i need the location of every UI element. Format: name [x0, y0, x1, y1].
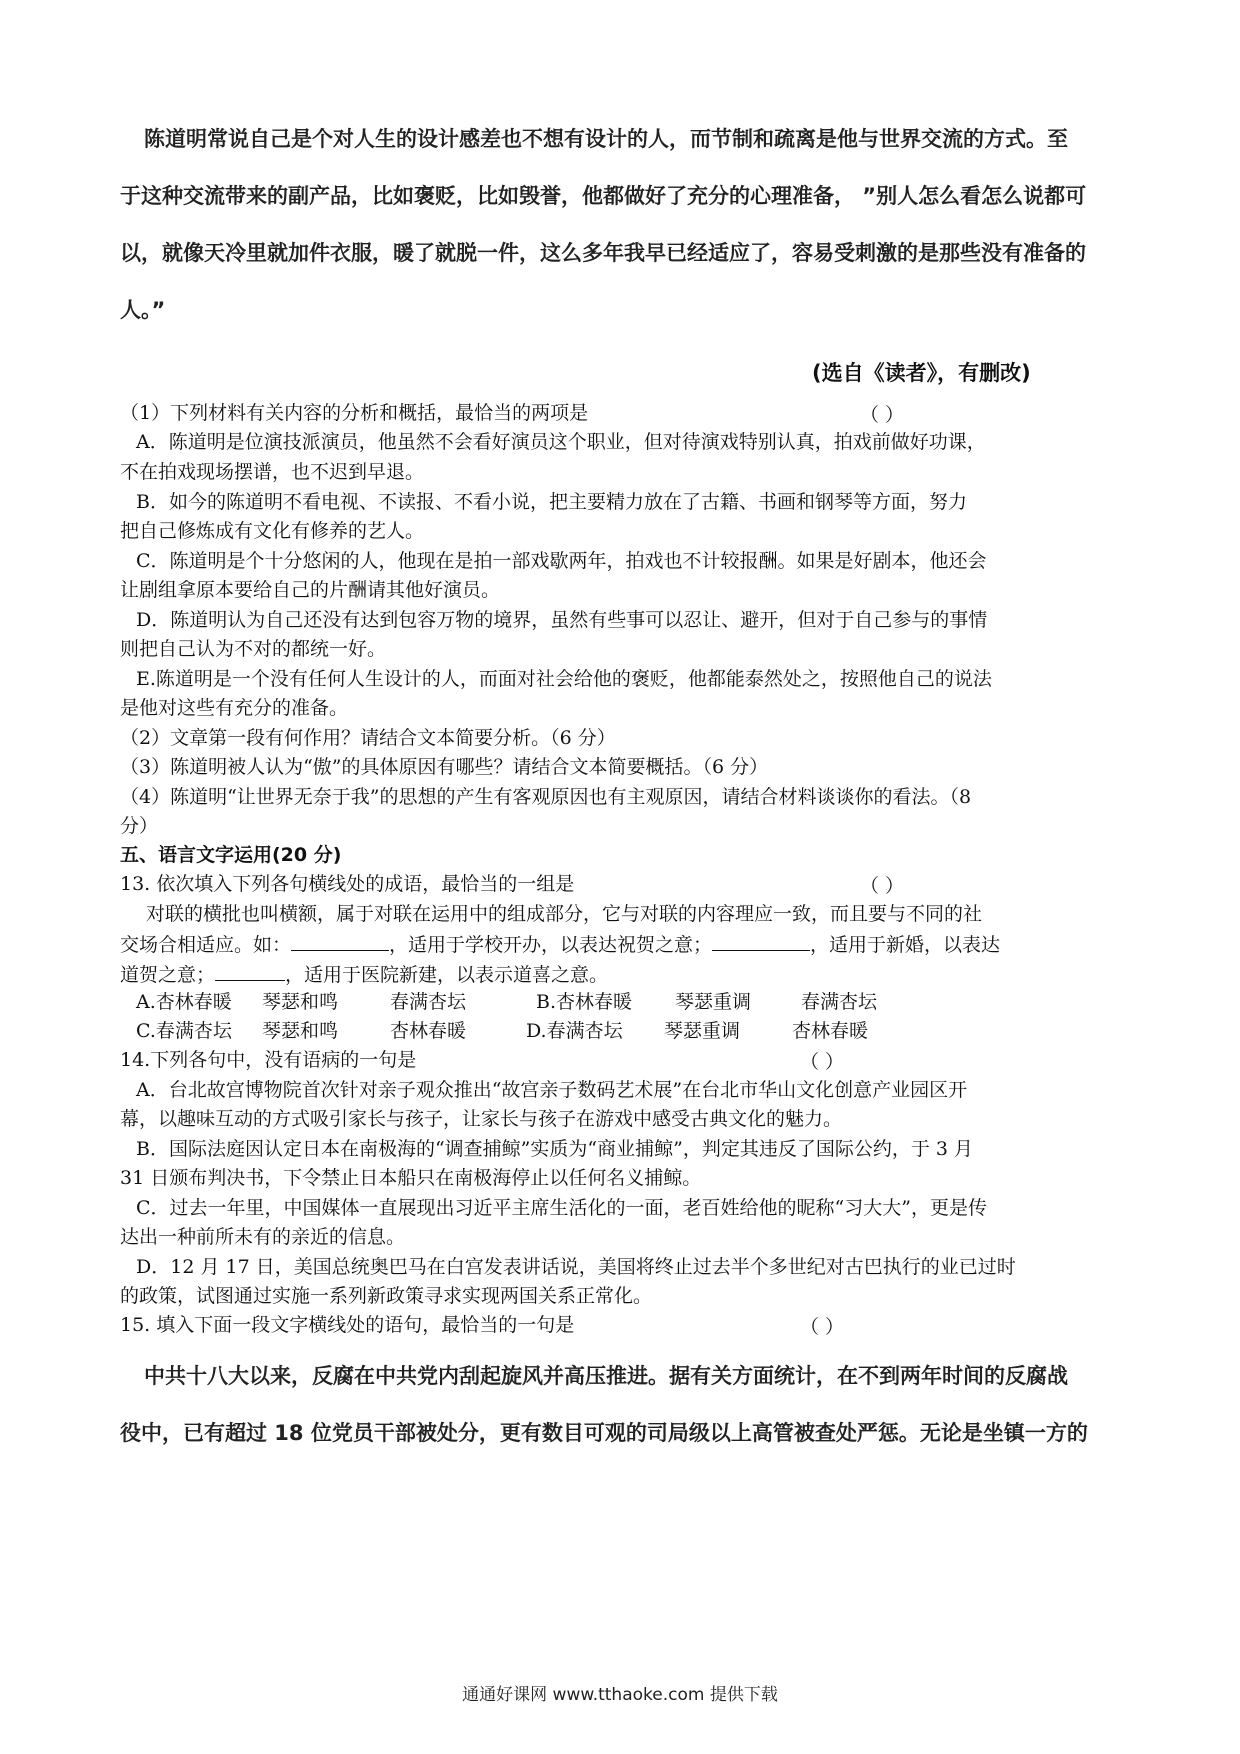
option-line: D．陈道明认为自己还没有达到包容万物的境界，虽然有些事可以忍让、避开，但对于自己参与的事情	[136, 609, 988, 631]
text-segment: ，适用于新婚，以表达	[810, 934, 1001, 956]
fill-blank-3	[215, 960, 285, 981]
option-line: B．如今的陈道明不看电视、不读报、不看小说，把主要精力放在了古籍、书画和钢琴等方面，努力	[136, 491, 967, 513]
answer-paren: （ ）	[860, 875, 905, 897]
question-4: （4）陈道明“让世界无奈于我”的思想的产生有客观原因也有主观原因，请结合材料谈谈你的看法。（8	[120, 786, 972, 808]
passage-line: 役中，已有超过 18 位党员干部被处分，更有数目可观的司局级以上高管被查处严惩。无论是坐镇一方的	[120, 1421, 1088, 1445]
choice-cell: 杏林春暖	[792, 1020, 869, 1042]
question-1-stem: （1）下列材料有关内容的分析和概括，最恰当的两项是	[120, 402, 589, 424]
choice-cell: 杏林春暖	[390, 1020, 467, 1042]
passage-line: 中共十八大以来，反腐在中共党内刮起旋风并高压推进。据有关方面统计，在不到两年时间的反腐战	[144, 1364, 1068, 1388]
text-segment: ，适用于学校开办，以表达祝贺之意；	[389, 934, 713, 956]
passage-line: 以，就像天冷里就加件衣服，暖了就脱一件，这么多年我早已经适应了，容易受刺激的是那些没有准备的	[120, 241, 1086, 265]
option-line: E.陈道明是一个没有任何人生设计的人，而面对社会给他的褒贬，他都能泰然处之，按照他自己的说法	[136, 668, 992, 690]
choice-cell: C.春满杏坛	[136, 1020, 232, 1042]
option-line: 让剧组拿原本要给自己的片酬请其他好演员。	[120, 579, 501, 601]
choice-cell: 春满杏坛	[390, 991, 467, 1013]
option-line: 31 日颁布判决书，下令禁止日本船只在南极海停止以任何名义捕鲸。	[120, 1167, 702, 1189]
source-citation: (选自《读者》，有删改)	[812, 361, 1031, 385]
question-3: （3）陈道明被人认为“傲”的具体原因有哪些？请结合文本简要概括。（6 分）	[120, 756, 769, 778]
option-line: 是他对这些有充分的准备。	[120, 697, 349, 719]
option-line: 达出一种前所未有的亲近的信息。	[120, 1226, 406, 1248]
option-line: 则把自己认为不对的都统一好。	[120, 638, 387, 660]
question-13-text	[120, 960, 608, 988]
choice-cell: 琴瑟重调	[664, 1020, 741, 1042]
option-line: B．国际法庭因认定日本在南极海的“调查捕鲸”实质为“商业捕鲸”，判定其违反了国际公约，于 3 月	[136, 1138, 973, 1160]
option-line: A．陈道明是位演技派演员，他虽然不会看好演员这个职业，但对待演戏特别认真，拍戏前做好功课，	[136, 431, 986, 453]
question-2: （2）文章第一段有何作用？请结合文本简要分析。（6 分）	[120, 727, 616, 749]
fill-blank-2	[712, 930, 810, 951]
answer-paren: （ ）	[800, 1051, 845, 1073]
passage-line: 人。”	[120, 298, 166, 322]
choice-cell: 琴瑟和鸣	[262, 1020, 339, 1042]
question-4-cont: 分）	[120, 815, 159, 837]
option-line: D．12 月 17 日，美国总统奥巴马在白宫发表讲话说，美国将终止过去半个多世纪对古巴执行的业已过时	[136, 1256, 1016, 1278]
text-segment: 交场合相适应。如：	[120, 934, 292, 956]
question-13-text	[120, 930, 1000, 958]
option-line: 把自己修炼成有文化有修养的艺人。	[120, 520, 425, 542]
option-line: 的政策，试图通过实施一系列新政策寻求实现两国关系正常化。	[120, 1285, 653, 1307]
answer-paren: （ ）	[860, 404, 905, 426]
choice-cell: 琴瑟和鸣	[262, 991, 339, 1013]
option-line: C．过去一年里，中国媒体一直展现出习近平主席生活化的一面，老百姓给他的昵称“习大大”，更是传	[136, 1197, 987, 1219]
text-segment: ，适用于医院新建，以表示道喜之意。	[285, 964, 609, 986]
page-footer: 通通好课网 www.tthaoke.com 提供下载	[462, 1685, 778, 1705]
choice-cell: D.春满杏坛	[526, 1020, 623, 1042]
text-segment: 道贺之意；	[120, 964, 216, 986]
choice-cell: B.杏林春暖	[536, 991, 633, 1013]
option-line: A．台北故宫博物院首次针对亲子观众推出“故宫亲子数码艺术展”在台北市华山文化创意产业园区开	[136, 1079, 968, 1101]
question-14-stem: 14.下列各句中，没有语病的一句是	[120, 1049, 417, 1071]
option-line: 幕，以趣味互动的方式吸引家长与孩子，让家长与孩子在游戏中感受古典文化的魅力。	[120, 1108, 843, 1130]
choice-cell: 琴瑟重调	[675, 991, 752, 1013]
option-line: 不在拍戏现场摆谱，也不迟到早退。	[120, 461, 425, 483]
choice-cell: A.杏林春暖	[136, 991, 232, 1013]
question-13-text: 对联的横批也叫横额，属于对联在运用中的组成部分，它与对联的内容理应一致，而且要与不同的社	[146, 903, 983, 925]
question-15-stem: 15. 填入下面一段文字横线处的语句，最恰当的一句是	[120, 1314, 575, 1336]
answer-paren: （ ）	[800, 1316, 845, 1338]
section-heading: 五、语言文字运用(20 分)	[120, 844, 342, 866]
question-13-stem: 13. 依次填入下列各句横线处的成语，最恰当的一组是	[120, 873, 575, 895]
choice-cell: 春满杏坛	[801, 991, 878, 1013]
fill-blank-1	[291, 930, 389, 951]
option-line: C．陈道明是个十分悠闲的人，他现在是拍一部戏歇两年，拍戏也不计较报酬。如果是好剧本，他还会	[136, 550, 987, 572]
passage-line: 陈道明常说自己是个对人生的设计感差也不想有设计的人，而节制和疏离是他与世界交流的方式。至	[144, 127, 1068, 151]
passage-line: 于这种交流带来的副产品，比如褒贬，比如毁誉，他都做好了充分的心理准备， ”别人怎么看怎么说都可	[120, 184, 1087, 208]
